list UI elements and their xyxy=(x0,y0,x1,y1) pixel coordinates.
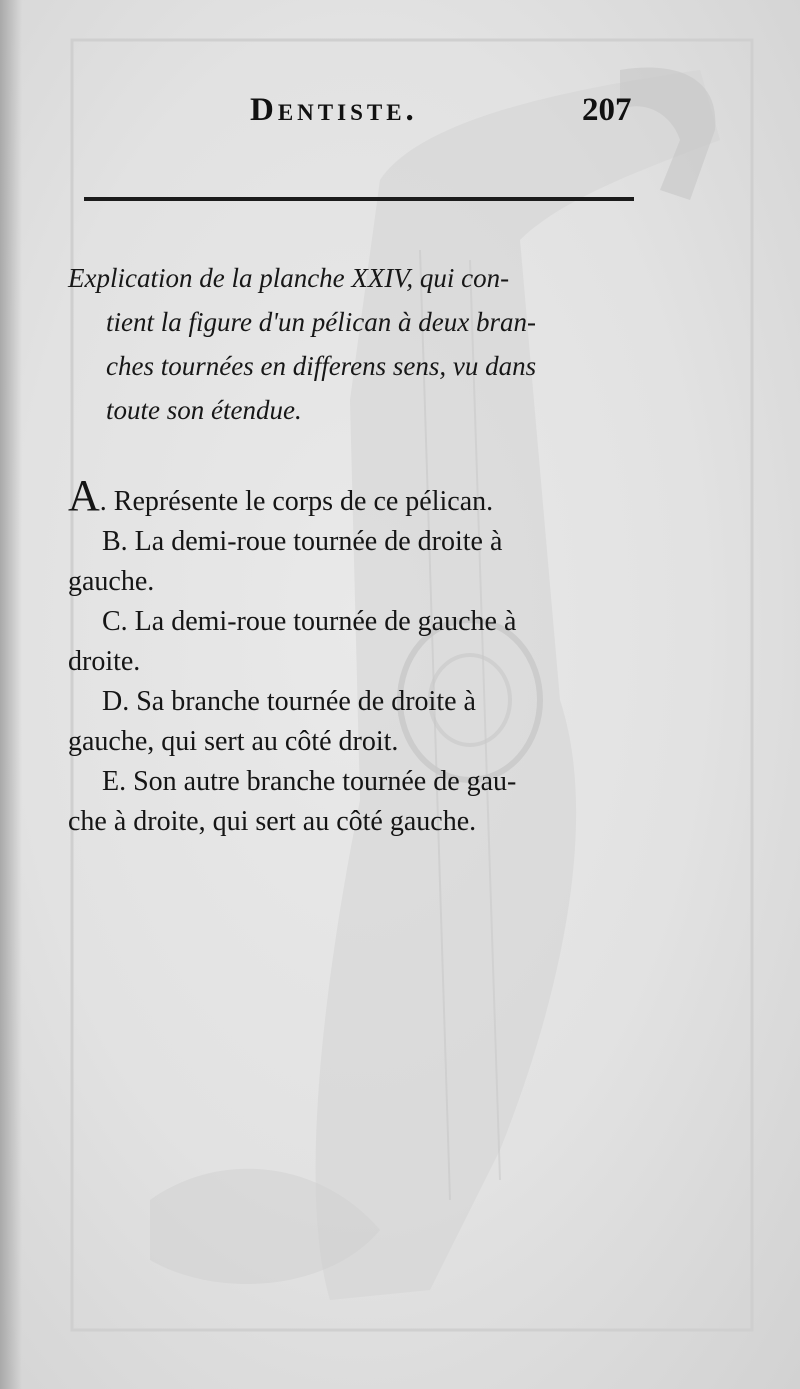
running-title: Dentiste. xyxy=(250,92,418,128)
caption-line: toute son étendue. xyxy=(106,395,302,425)
page-header xyxy=(0,92,800,142)
legend-entry-line: C. La demi-roue tournée de gauche à xyxy=(102,606,517,637)
header-rule xyxy=(84,197,634,201)
legend-entry-c xyxy=(68,602,658,682)
caption-line: tient la figure d'un pélican à deux bran- xyxy=(106,307,536,337)
legend-entry-a xyxy=(68,471,658,522)
legend-entry-line xyxy=(68,471,658,522)
legend-entry-e xyxy=(68,762,658,842)
legend-entry-line: D. Sa branche tournée de droite à xyxy=(102,686,476,717)
legend-entry-line: E. Son autre branche tournée de gau- xyxy=(102,766,517,797)
drop-cap: A xyxy=(68,471,100,520)
legend-entry-b xyxy=(68,522,658,602)
legend-entry-line: B. La demi-roue tournée de droite à xyxy=(102,526,503,557)
page-number: 207 xyxy=(582,92,632,128)
caption-line: Explication de la planche XXIV, qui con- xyxy=(68,263,510,293)
legend-entry-line: che à droite, qui sert au côté gauche. xyxy=(68,806,477,837)
caption-line: ches tournées en differens sens, vu dans xyxy=(106,351,537,381)
legend-entries xyxy=(68,471,658,842)
legend-entry-line: droite. xyxy=(68,646,141,677)
legend-entry-d xyxy=(68,682,658,762)
legend-entry-line: gauche, qui sert au côté droit. xyxy=(68,726,399,757)
legend-entry-line: gauche. xyxy=(68,566,155,597)
legend-entry-text: . Représente le corps de ce pélican. xyxy=(99,486,494,517)
plate-caption xyxy=(68,256,648,432)
